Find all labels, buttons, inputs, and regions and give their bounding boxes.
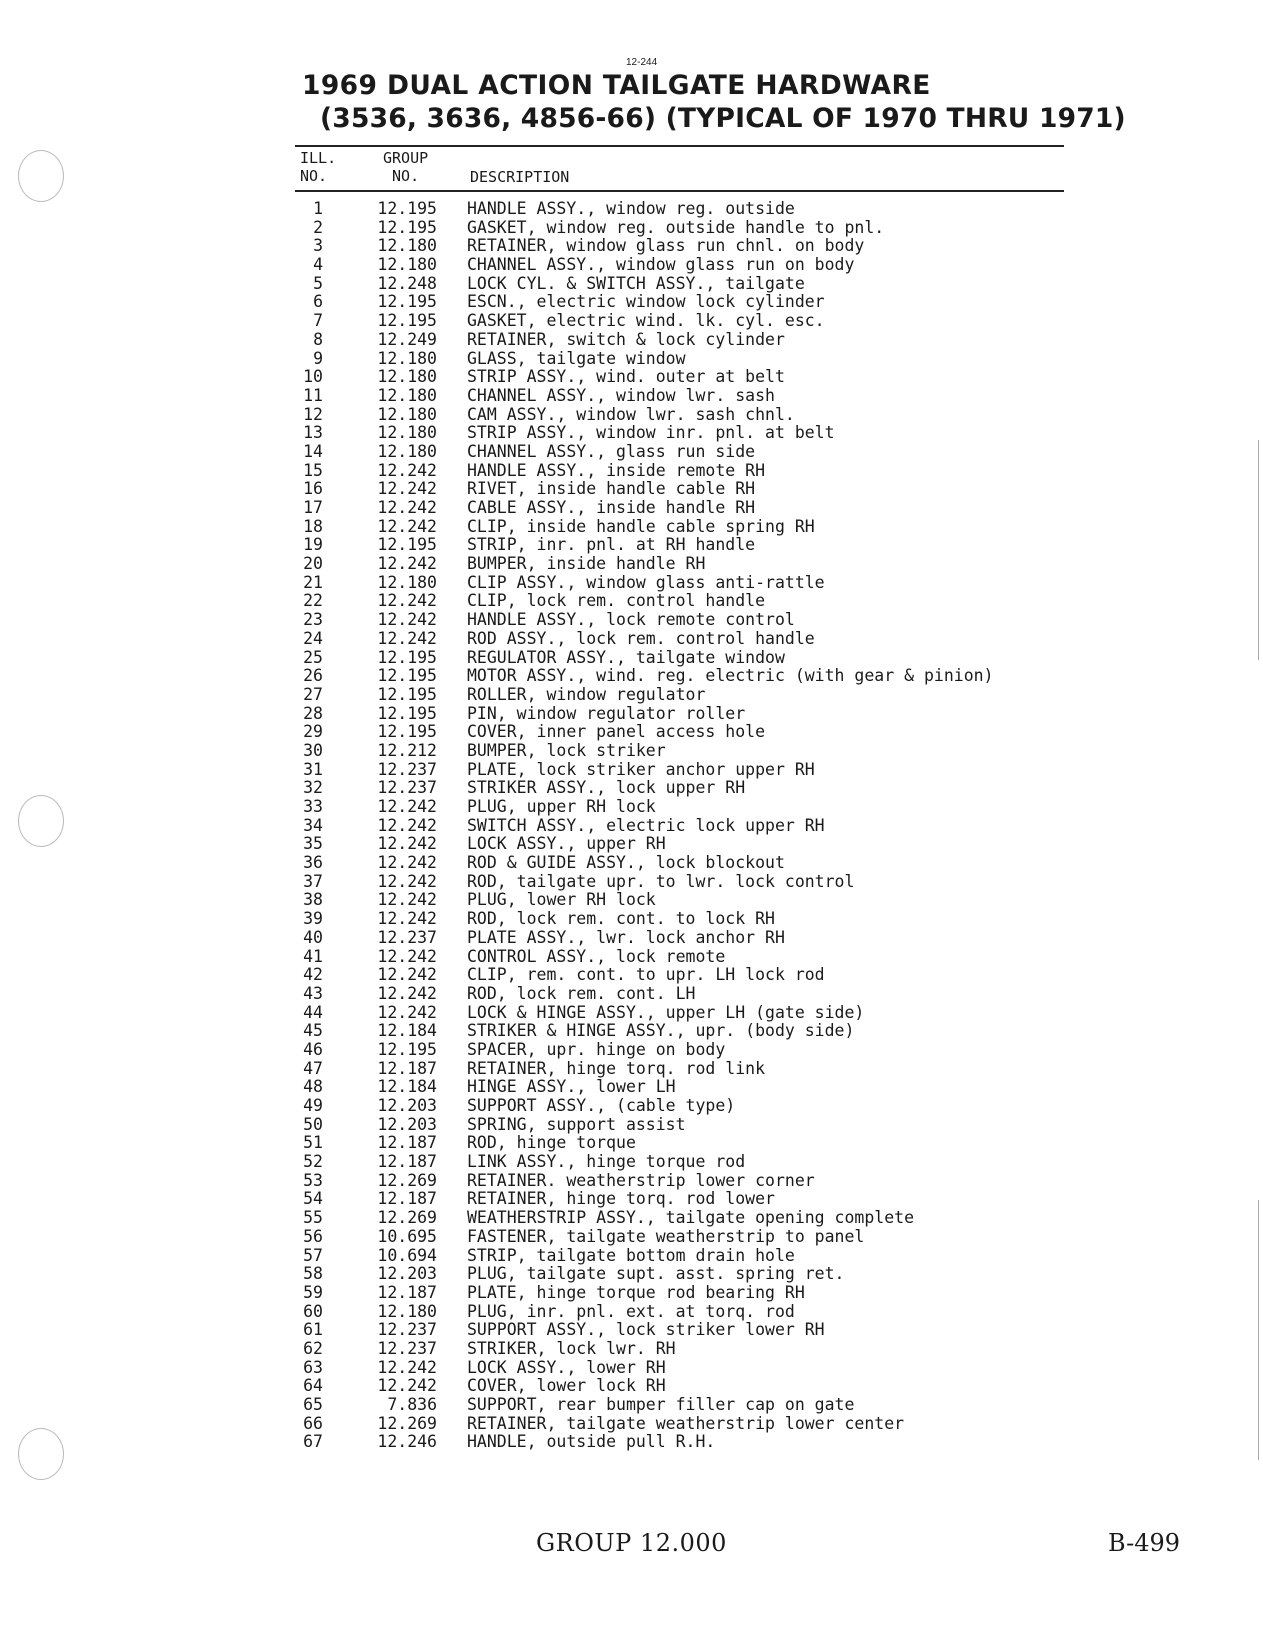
part-description: GASKET, electric wind. lk. cyl. esc. — [467, 311, 825, 331]
table-row — [0, 518, 1263, 537]
part-description: CLIP, inside handle cable spring RH — [467, 516, 815, 536]
ill-number: 43 — [303, 983, 323, 1003]
group-number: 12.237 — [377, 778, 437, 798]
table-row — [0, 966, 1263, 985]
group-number: 12.242 — [377, 554, 437, 574]
table-row — [0, 1284, 1263, 1303]
part-description: CHANNEL ASSY., glass run side — [467, 441, 756, 461]
table-row — [0, 948, 1263, 967]
ill-number: 59 — [303, 1282, 323, 1302]
group-number: 12.242 — [377, 909, 437, 929]
group-number: 12.242 — [377, 983, 437, 1003]
table-row — [0, 1415, 1263, 1434]
group-number: 12.242 — [377, 516, 437, 536]
table-row — [0, 1134, 1263, 1153]
table-row — [0, 462, 1263, 481]
group-number: 12.195 — [377, 1039, 437, 1059]
ill-number: 19 — [303, 535, 323, 555]
group-number: 12.269 — [377, 1170, 437, 1190]
group-number: 12.187 — [377, 1282, 437, 1302]
part-description: LOCK ASSY., lower RH — [467, 1357, 666, 1377]
part-description: FASTENER, tailgate weatherstrip to panel — [467, 1226, 865, 1246]
table-row — [0, 1321, 1263, 1340]
table-row — [0, 1097, 1263, 1116]
table-row — [0, 1022, 1263, 1041]
group-number: 7.836 — [387, 1395, 437, 1414]
table-row — [0, 368, 1263, 387]
ill-number: 40 — [303, 927, 323, 947]
table-row — [0, 1433, 1263, 1452]
table-row — [0, 667, 1263, 686]
ill-number: 54 — [303, 1189, 323, 1209]
group-number: 12.237 — [377, 927, 437, 947]
part-description: ROLLER, window regulator — [467, 684, 706, 704]
table-row — [0, 1247, 1263, 1266]
group-number: 12.195 — [377, 666, 437, 686]
group-number: 12.180 — [377, 255, 437, 275]
table-row — [0, 592, 1263, 611]
table-row — [0, 779, 1263, 798]
ill-number: 46 — [303, 1039, 323, 1059]
group-number: 12.242 — [377, 498, 437, 517]
table-row — [0, 1004, 1263, 1023]
part-description: STRIKER & HINGE ASSY., upr. (body side) — [467, 1021, 855, 1041]
table-row — [0, 630, 1263, 649]
table-row — [0, 293, 1263, 312]
header-rule-bottom — [295, 190, 1064, 192]
table-row — [0, 1265, 1263, 1284]
ill-number: 14 — [303, 441, 323, 461]
binder-hole-top — [18, 150, 64, 202]
group-number: 12.195 — [377, 292, 437, 312]
part-description: PLATE ASSY., lwr. lock anchor RH — [467, 927, 785, 947]
group-number: 12.242 — [377, 965, 437, 985]
group-number: 12.203 — [377, 1096, 437, 1115]
table-row — [0, 1116, 1263, 1135]
part-description: ROD, lock rem. cont. to lock RH — [467, 909, 775, 929]
part-description: LOCK ASSY., upper RH — [467, 834, 666, 854]
group-number: 12.242 — [377, 946, 437, 966]
part-description: CABLE ASSY., inside handle RH — [467, 498, 756, 517]
table-row — [0, 1172, 1263, 1191]
group-number: 12.242 — [377, 460, 437, 480]
group-number: 12.195 — [377, 217, 437, 237]
group-number: 12.180 — [377, 348, 437, 368]
column-header-ill-no: ILL. NO. — [300, 149, 337, 185]
group-number: 12.187 — [377, 1152, 437, 1172]
part-description: LOCK CYL. & SWITCH ASSY., tailgate — [467, 273, 805, 293]
part-description: RETAINER, switch & lock cylinder — [467, 329, 785, 349]
part-description: PLUG, tailgate supt. asst. spring ret. — [467, 1264, 845, 1284]
ill-number: 31 — [303, 759, 323, 779]
table-row — [0, 312, 1263, 331]
ill-number: 42 — [303, 965, 323, 985]
table-row — [0, 891, 1263, 910]
ill-number: 10 — [303, 367, 323, 387]
group-number: 12.242 — [377, 610, 437, 630]
part-description: RETAINER, hinge torq. rod link — [467, 1058, 766, 1078]
table-row — [0, 256, 1263, 275]
group-number: 12.195 — [377, 199, 437, 218]
group-number: 12.248 — [377, 273, 437, 293]
group-number: 12.180 — [377, 385, 437, 405]
part-description: RETAINER. weatherstrip lower corner — [467, 1170, 815, 1190]
ill-number: 21 — [303, 572, 323, 592]
part-description: GLASS, tailgate window — [467, 348, 686, 368]
ill-number: 1 — [313, 199, 323, 218]
part-description: CAM ASSY., window lwr. sash chnl. — [467, 404, 795, 424]
group-number: 12.180 — [377, 572, 437, 592]
part-description: SWITCH ASSY., electric lock upper RH — [467, 815, 825, 835]
part-description: RETAINER, window glass run chnl. on body — [467, 236, 865, 256]
part-description: HANDLE ASSY., lock remote control — [467, 610, 795, 630]
part-description: ESCN., electric window lock cylinder — [467, 292, 825, 312]
table-row — [0, 424, 1263, 443]
table-row — [0, 1396, 1263, 1415]
ill-number: 3 — [313, 236, 323, 256]
group-number: 12.242 — [377, 479, 437, 499]
page-title: 1969 DUAL ACTION TAILGATE HARDWARE — [302, 70, 931, 101]
group-number: 12.203 — [377, 1114, 437, 1134]
table-row — [0, 331, 1263, 350]
ill-number: 37 — [303, 871, 323, 891]
table-row — [0, 835, 1263, 854]
ill-number: 9 — [313, 348, 323, 368]
ill-number: 2 — [313, 217, 323, 237]
ill-number: 50 — [303, 1114, 323, 1134]
part-description: REGULATOR ASSY., tailgate window — [467, 647, 785, 667]
part-description: PIN, window regulator roller — [467, 703, 746, 723]
group-number: 12.242 — [377, 591, 437, 611]
table-row — [0, 1377, 1263, 1396]
table-row — [0, 742, 1263, 761]
group-number: 12.269 — [377, 1208, 437, 1228]
group-number: 12.184 — [377, 1077, 437, 1097]
column-header-description: DESCRIPTION — [470, 168, 570, 186]
ill-number: 34 — [303, 815, 323, 835]
part-description: STRIKER ASSY., lock upper RH — [467, 778, 746, 798]
group-number: 12.195 — [377, 684, 437, 704]
footer-page-number: B-499 — [1108, 1529, 1180, 1557]
part-description: PLUG, upper RH lock — [467, 797, 656, 816]
table-row — [0, 929, 1263, 948]
group-number: 12.242 — [377, 1002, 437, 1022]
part-description: CLIP, lock rem. control handle — [467, 591, 766, 611]
page-subtitle: (3536, 3636, 4856-66) (TYPICAL OF 1970 THRU 1971) — [320, 103, 1126, 134]
group-number: 12.242 — [377, 890, 437, 910]
ill-number: 67 — [303, 1432, 323, 1452]
part-description: CHANNEL ASSY., window glass run on body — [467, 255, 855, 275]
table-row — [0, 536, 1263, 555]
group-number: 12.212 — [377, 740, 437, 760]
ill-number: 4 — [313, 255, 323, 275]
ill-number: 5 — [313, 273, 323, 293]
part-description: STRIP, inr. pnl. at RH handle — [467, 535, 756, 555]
ill-number: 6 — [313, 292, 323, 312]
group-number: 12.242 — [377, 797, 437, 816]
part-description: COVER, lower lock RH — [467, 1376, 666, 1396]
table-row — [0, 387, 1263, 406]
ill-number: 60 — [303, 1301, 323, 1321]
part-description: STRIP ASSY., window inr. pnl. at belt — [467, 423, 835, 443]
table-row — [0, 1078, 1263, 1097]
table-row — [0, 873, 1263, 892]
table-row — [0, 1340, 1263, 1359]
ill-number: 57 — [303, 1245, 323, 1265]
part-description: STRIKER, lock lwr. RH — [467, 1338, 676, 1358]
table-row — [0, 200, 1263, 219]
group-number: 12.246 — [377, 1432, 437, 1452]
table-row — [0, 910, 1263, 929]
table-row — [0, 499, 1263, 518]
table-row — [0, 1190, 1263, 1209]
table-row — [0, 761, 1263, 780]
part-description: RIVET, inside handle cable RH — [467, 479, 756, 499]
part-description: PLUG, inr. pnl. ext. at torq. rod — [467, 1301, 795, 1321]
group-number: 12.195 — [377, 535, 437, 555]
part-description: BUMPER, inside handle RH — [467, 554, 706, 574]
group-number: 12.269 — [377, 1413, 437, 1433]
table-row — [0, 219, 1263, 238]
group-number: 12.180 — [377, 1301, 437, 1321]
part-description: HINGE ASSY., lower LH — [467, 1077, 676, 1097]
part-description: PLATE, hinge torque rod bearing RH — [467, 1282, 805, 1302]
table-row — [0, 817, 1263, 836]
ill-number: 55 — [303, 1208, 323, 1228]
group-number: 12.242 — [377, 628, 437, 648]
group-number: 12.180 — [377, 404, 437, 424]
group-number: 12.237 — [377, 1338, 437, 1358]
group-number: 12.242 — [377, 1357, 437, 1377]
ill-number: 23 — [303, 610, 323, 630]
part-description: STRIP, tailgate bottom drain hole — [467, 1245, 795, 1265]
table-row — [0, 1303, 1263, 1322]
ill-number: 64 — [303, 1376, 323, 1396]
part-description: RETAINER, tailgate weatherstrip lower center — [467, 1413, 905, 1433]
group-number: 12.242 — [377, 871, 437, 891]
table-row — [0, 1209, 1263, 1228]
part-description: SUPPORT ASSY., (cable type) — [467, 1096, 736, 1115]
table-row — [0, 1359, 1263, 1378]
part-description: ROD, lock rem. cont. LH — [467, 983, 696, 1003]
group-number: 12.249 — [377, 329, 437, 349]
table-row — [0, 1041, 1263, 1060]
group-number: 12.180 — [377, 423, 437, 443]
ill-number: 47 — [303, 1058, 323, 1078]
ill-number: 7 — [313, 311, 323, 331]
table-row — [0, 649, 1263, 668]
ill-number: 15 — [303, 460, 323, 480]
ill-number: 28 — [303, 703, 323, 723]
part-description: CLIP ASSY., window glass anti-rattle — [467, 572, 825, 592]
ill-number: 56 — [303, 1226, 323, 1246]
group-number: 10.694 — [377, 1245, 437, 1265]
table-row — [0, 705, 1263, 724]
part-description: PLATE, lock striker anchor upper RH — [467, 759, 815, 779]
group-number: 12.187 — [377, 1133, 437, 1153]
group-number: 12.187 — [377, 1189, 437, 1209]
group-number: 12.195 — [377, 703, 437, 723]
part-description: LINK ASSY., hinge torque rod — [467, 1152, 746, 1172]
table-row — [0, 555, 1263, 574]
ill-number: 36 — [303, 853, 323, 873]
group-number: 12.180 — [377, 367, 437, 387]
ill-number: 24 — [303, 628, 323, 648]
table-row — [0, 1153, 1263, 1172]
table-row — [0, 480, 1263, 499]
part-description: SUPPORT ASSY., lock striker lower RH — [467, 1320, 825, 1340]
header-rule-top — [295, 145, 1064, 147]
group-number: 12.195 — [377, 647, 437, 667]
ill-number: 18 — [303, 516, 323, 536]
part-description: STRIP ASSY., wind. outer at belt — [467, 367, 785, 387]
part-description: RETAINER, hinge torq. rod lower — [467, 1189, 775, 1209]
part-description: SUPPORT, rear bumper filler cap on gate — [467, 1395, 855, 1414]
group-number: 12.242 — [377, 815, 437, 835]
part-description: GASKET, window reg. outside handle to pnl. — [467, 217, 885, 237]
table-row — [0, 574, 1263, 593]
ill-number: 26 — [303, 666, 323, 686]
ill-number: 45 — [303, 1021, 323, 1041]
table-row — [0, 686, 1263, 705]
column-header-group-no: GROUP NO. — [383, 149, 429, 185]
ill-number: 8 — [313, 329, 323, 349]
ill-number: 44 — [303, 1002, 323, 1022]
ill-number: 61 — [303, 1320, 323, 1340]
ill-number: 27 — [303, 684, 323, 704]
part-description: BUMPER, lock striker — [467, 740, 666, 760]
ill-number: 20 — [303, 554, 323, 574]
group-number: 12.184 — [377, 1021, 437, 1041]
group-number: 12.242 — [377, 853, 437, 873]
table-row — [0, 443, 1263, 462]
ill-number: 32 — [303, 778, 323, 798]
group-number: 12.242 — [377, 834, 437, 854]
ill-number: 51 — [303, 1133, 323, 1153]
ill-number: 11 — [303, 385, 323, 405]
part-description: HANDLE ASSY., inside remote RH — [467, 460, 766, 480]
part-description: SPRING, support assist — [467, 1114, 686, 1134]
ill-number: 39 — [303, 909, 323, 929]
part-description: PLUG, lower RH lock — [467, 890, 656, 910]
ill-number: 62 — [303, 1338, 323, 1358]
page-number: 12-244 — [626, 57, 658, 68]
group-number: 12.237 — [377, 759, 437, 779]
ill-number: 16 — [303, 479, 323, 499]
group-number: 12.180 — [377, 441, 437, 461]
ill-number: 58 — [303, 1264, 323, 1284]
group-number: 12.187 — [377, 1058, 437, 1078]
part-description: WEATHERSTRIP ASSY., tailgate opening complete — [467, 1208, 915, 1228]
table-row — [0, 985, 1263, 1004]
ill-number: 48 — [303, 1077, 323, 1097]
part-description: ROD ASSY., lock rem. control handle — [467, 628, 815, 648]
table-row — [0, 798, 1263, 817]
ill-number: 13 — [303, 423, 323, 443]
group-number: 12.237 — [377, 1320, 437, 1340]
part-description: MOTOR ASSY., wind. reg. electric (with gear & pinion) — [467, 666, 994, 686]
ill-number: 29 — [303, 722, 323, 742]
ill-number: 22 — [303, 591, 323, 611]
group-number: 12.242 — [377, 1376, 437, 1396]
ill-number: 49 — [303, 1096, 323, 1115]
ill-number: 17 — [303, 498, 323, 517]
part-description: CLIP, rem. cont. to upr. LH lock rod — [467, 965, 825, 985]
ill-number: 25 — [303, 647, 323, 667]
table-row — [0, 1228, 1263, 1247]
part-description: HANDLE, outside pull R.H. — [467, 1432, 716, 1452]
group-number: 12.180 — [377, 236, 437, 256]
part-description: HANDLE ASSY., window reg. outside — [467, 199, 795, 218]
ill-number: 66 — [303, 1413, 323, 1433]
table-row — [0, 854, 1263, 873]
ill-number: 65 — [303, 1395, 323, 1414]
table-row — [0, 350, 1263, 369]
ill-number: 30 — [303, 740, 323, 760]
ill-number: 53 — [303, 1170, 323, 1190]
part-description: SPACER, upr. hinge on body — [467, 1039, 726, 1059]
ill-number: 33 — [303, 797, 323, 816]
part-description: ROD & GUIDE ASSY., lock blockout — [467, 853, 785, 873]
table-row — [0, 237, 1263, 256]
table-row — [0, 611, 1263, 630]
ill-number: 38 — [303, 890, 323, 910]
footer-group: GROUP 12.000 — [536, 1529, 727, 1557]
parts-list — [0, 200, 1263, 1452]
part-description: COVER, inner panel access hole — [467, 722, 766, 742]
table-row — [0, 1060, 1263, 1079]
group-number: 12.195 — [377, 311, 437, 331]
table-row — [0, 723, 1263, 742]
group-number: 12.195 — [377, 722, 437, 742]
part-description: ROD, hinge torque — [467, 1133, 636, 1153]
part-description: CONTROL ASSY., lock remote — [467, 946, 726, 966]
table-row — [0, 406, 1263, 425]
part-description: LOCK & HINGE ASSY., upper LH (gate side) — [467, 1002, 865, 1022]
ill-number: 12 — [303, 404, 323, 424]
ill-number: 52 — [303, 1152, 323, 1172]
group-number: 10.695 — [377, 1226, 437, 1246]
ill-number: 41 — [303, 946, 323, 966]
ill-number: 35 — [303, 834, 323, 854]
group-number: 12.203 — [377, 1264, 437, 1284]
part-description: CHANNEL ASSY., window lwr. sash — [467, 385, 775, 405]
ill-number: 63 — [303, 1357, 323, 1377]
part-description: ROD, tailgate upr. to lwr. lock control — [467, 871, 855, 891]
table-row — [0, 275, 1263, 294]
